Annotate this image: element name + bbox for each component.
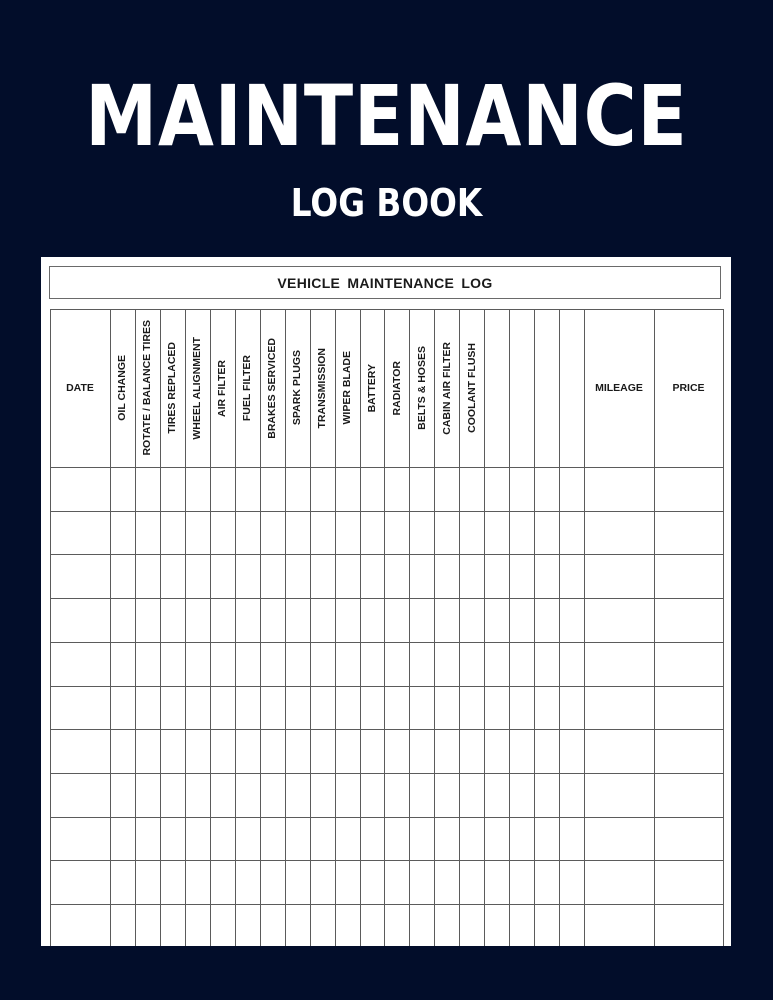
column-header-label: WHEEL ALIGNMENT [191, 336, 204, 440]
log-entry-cell[interactable] [160, 729, 185, 773]
log-entry-cell[interactable] [534, 773, 559, 817]
log-entry-cell[interactable] [50, 686, 110, 730]
log-entry-cell[interactable] [509, 554, 534, 598]
log-entry-cell[interactable] [135, 642, 160, 686]
log-entry-cell[interactable] [235, 642, 260, 686]
column-divider [723, 309, 724, 946]
log-entry-cell[interactable] [335, 686, 360, 730]
log-entry-cell[interactable] [50, 642, 110, 686]
log-entry-cell[interactable] [310, 511, 335, 555]
log-entry-cell[interactable] [384, 686, 409, 730]
log-entry-cell[interactable] [459, 554, 484, 598]
log-entry-cell[interactable] [185, 904, 210, 946]
column-header-service [559, 309, 584, 467]
log-entry-cell[interactable] [285, 729, 310, 773]
log-entry-cell[interactable] [584, 904, 654, 946]
log-entry-cell[interactable] [559, 642, 584, 686]
log-entry-cell[interactable] [584, 511, 654, 555]
log-entry-cell[interactable] [185, 554, 210, 598]
column-header-mileage: MILEAGE [595, 382, 643, 394]
log-entry-cell[interactable] [559, 686, 584, 730]
log-entry-cell[interactable] [335, 817, 360, 861]
log-entry-cell[interactable] [654, 860, 723, 904]
log-entry-cell[interactable] [50, 729, 110, 773]
log-entry-cell[interactable] [384, 860, 409, 904]
log-entry-cell[interactable] [135, 467, 160, 511]
column-header-service [285, 309, 310, 467]
log-entry-cell[interactable] [260, 467, 285, 511]
column-header-label: COOLANT FLUSH [465, 343, 478, 433]
log-entry-cell[interactable] [285, 860, 310, 904]
log-entry-cell[interactable] [509, 860, 534, 904]
log-entry-cell[interactable] [559, 773, 584, 817]
log-entry-cell[interactable] [409, 904, 434, 946]
log-entry-cell[interactable] [384, 642, 409, 686]
log-entry-cell[interactable] [509, 904, 534, 946]
log-entry-cell[interactable] [235, 554, 260, 598]
column-header-label: TRANSMISSION [316, 347, 329, 429]
column-header-label: WIPER BLADE [341, 351, 354, 425]
log-entry-cell[interactable] [335, 511, 360, 555]
log-entry-cell[interactable] [484, 598, 509, 642]
log-entry-cell[interactable] [110, 904, 135, 946]
log-entry-cell[interactable] [110, 598, 135, 642]
log-entry-cell[interactable] [185, 598, 210, 642]
log-entry-cell[interactable] [335, 729, 360, 773]
log-entry-cell[interactable] [534, 598, 559, 642]
log-entry-cell[interactable] [654, 467, 723, 511]
log-entry-cell[interactable] [260, 817, 285, 861]
log-entry-cell[interactable] [310, 554, 335, 598]
log-entry-cell[interactable] [584, 817, 654, 861]
log-entry-cell[interactable] [409, 467, 434, 511]
log-entry-cell[interactable] [434, 904, 459, 946]
log-entry-cell[interactable] [409, 860, 434, 904]
log-entry-cell[interactable] [210, 554, 235, 598]
log-entry-cell[interactable] [260, 686, 285, 730]
log-entry-cell[interactable] [654, 904, 723, 946]
log-entry-cell[interactable] [484, 467, 509, 511]
log-entry-cell[interactable] [135, 860, 160, 904]
log-entry-cell[interactable] [484, 642, 509, 686]
log-entry-cell[interactable] [310, 773, 335, 817]
log-entry-cell[interactable] [160, 642, 185, 686]
log-entry-cell[interactable] [409, 511, 434, 555]
log-entry-cell[interactable] [50, 860, 110, 904]
log-entry-cell[interactable] [185, 729, 210, 773]
log-entry-cell[interactable] [110, 729, 135, 773]
log-entry-cell[interactable] [50, 511, 110, 555]
log-entry-cell[interactable] [509, 642, 534, 686]
log-entry-cell[interactable] [459, 467, 484, 511]
log-entry-cell[interactable] [210, 686, 235, 730]
log-entry-cell[interactable] [484, 686, 509, 730]
column-header-label: FUEL FILTER [241, 354, 254, 422]
log-entry-cell[interactable] [534, 817, 559, 861]
log-entry-cell[interactable] [235, 598, 260, 642]
log-entry-cell[interactable] [584, 598, 654, 642]
log-entry-cell[interactable] [584, 642, 654, 686]
log-entry-cell[interactable] [185, 773, 210, 817]
column-header-service [484, 309, 509, 467]
log-entry-cell[interactable] [584, 554, 654, 598]
log-entry-cell[interactable] [185, 467, 210, 511]
log-entry-cell[interactable] [185, 817, 210, 861]
log-entry-cell[interactable] [384, 511, 409, 555]
log-entry-cell[interactable] [235, 729, 260, 773]
log-entry-cell[interactable] [160, 511, 185, 555]
log-entry-cell[interactable] [534, 860, 559, 904]
log-entry-cell[interactable] [110, 817, 135, 861]
log-entry-cell[interactable] [160, 467, 185, 511]
log-entry-cell[interactable] [160, 817, 185, 861]
log-entry-cell[interactable] [235, 511, 260, 555]
log-entry-cell[interactable] [384, 817, 409, 861]
log-entry-cell[interactable] [654, 642, 723, 686]
log-entry-cell[interactable] [509, 773, 534, 817]
log-entry-cell[interactable] [285, 598, 310, 642]
log-entry-cell[interactable] [484, 729, 509, 773]
log-entry-cell[interactable] [210, 729, 235, 773]
log-entry-cell[interactable] [559, 904, 584, 946]
column-header-service [360, 309, 385, 467]
log-entry-cell[interactable] [260, 511, 285, 555]
column-header-label: OIL CHANGE [116, 355, 129, 421]
log-entry-cell[interactable] [459, 860, 484, 904]
column-header-date: DATE [66, 382, 94, 394]
log-entry-cell[interactable] [210, 598, 235, 642]
log-entry-cell[interactable] [384, 598, 409, 642]
log-entry-cell[interactable] [654, 598, 723, 642]
log-entry-cell[interactable] [185, 511, 210, 555]
log-entry-cell[interactable] [534, 686, 559, 730]
column-header-service [185, 309, 210, 467]
log-entry-cell[interactable] [110, 554, 135, 598]
log-entry-cell[interactable] [384, 554, 409, 598]
log-entry-cell[interactable] [110, 686, 135, 730]
log-entry-cell[interactable] [260, 554, 285, 598]
log-entry-cell[interactable] [434, 817, 459, 861]
log-entry-cell[interactable] [534, 904, 559, 946]
log-entry-cell[interactable] [135, 686, 160, 730]
log-entry-cell[interactable] [210, 642, 235, 686]
log-entry-cell[interactable] [534, 554, 559, 598]
log-entry-cell[interactable] [484, 554, 509, 598]
column-header-label: BELTS & HOSES [415, 346, 428, 430]
log-entry-cell[interactable] [110, 467, 135, 511]
log-entry-cell[interactable] [360, 773, 385, 817]
log-entry-cell[interactable] [285, 817, 310, 861]
column-header-label: TIRES REPLACED [166, 342, 179, 434]
log-entry-cell[interactable] [50, 817, 110, 861]
log-entry-cell[interactable] [310, 598, 335, 642]
log-entry-cell[interactable] [135, 554, 160, 598]
log-entry-cell[interactable] [285, 554, 310, 598]
log-entry-cell[interactable] [235, 860, 260, 904]
column-header-service [110, 309, 135, 467]
log-entry-cell[interactable] [654, 817, 723, 861]
log-entry-cell[interactable] [360, 598, 385, 642]
log-entry-cell[interactable] [434, 467, 459, 511]
log-entry-cell[interactable] [335, 554, 360, 598]
log-entry-cell[interactable] [409, 554, 434, 598]
log-entry-cell[interactable] [559, 817, 584, 861]
log-entry-cell[interactable] [434, 729, 459, 773]
log-entry-cell[interactable] [584, 860, 654, 904]
log-entry-cell[interactable] [135, 511, 160, 555]
log-entry-cell[interactable] [210, 467, 235, 511]
log-entry-cell[interactable] [434, 554, 459, 598]
log-entry-cell[interactable] [335, 467, 360, 511]
log-entry-cell[interactable] [409, 817, 434, 861]
log-entry-cell[interactable] [654, 554, 723, 598]
log-entry-cell[interactable] [509, 598, 534, 642]
log-entry-cell[interactable] [459, 817, 484, 861]
log-entry-cell[interactable] [459, 773, 484, 817]
log-entry-cell[interactable] [210, 817, 235, 861]
log-entry-cell[interactable] [310, 860, 335, 904]
log-entry-cell[interactable] [260, 642, 285, 686]
log-entry-cell[interactable] [160, 598, 185, 642]
column-header-service [534, 309, 559, 467]
log-entry-cell[interactable] [559, 511, 584, 555]
log-entry-cell[interactable] [235, 686, 260, 730]
log-entry-cell[interactable] [509, 511, 534, 555]
log-entry-cell[interactable] [434, 773, 459, 817]
log-entry-cell[interactable] [360, 817, 385, 861]
log-entry-cell[interactable] [360, 904, 385, 946]
log-entry-cell[interactable] [434, 686, 459, 730]
log-entry-cell[interactable] [135, 817, 160, 861]
column-header-label: AIR FILTER [216, 359, 229, 417]
log-entry-cell[interactable] [335, 904, 360, 946]
log-entry-cell[interactable] [360, 467, 385, 511]
log-entry-cell[interactable] [434, 642, 459, 686]
log-entry-cell[interactable] [285, 511, 310, 555]
log-entry-cell[interactable] [459, 729, 484, 773]
log-entry-cell[interactable] [409, 642, 434, 686]
column-header-label: RADIATOR [390, 360, 403, 416]
column-header-service [235, 309, 260, 467]
log-entry-cell[interactable] [160, 904, 185, 946]
log-entry-cell[interactable] [360, 511, 385, 555]
log-entry-cell[interactable] [50, 773, 110, 817]
column-header-service [135, 309, 160, 467]
log-entry-cell[interactable] [509, 686, 534, 730]
log-entry-cell[interactable] [285, 904, 310, 946]
log-entry-cell[interactable] [310, 686, 335, 730]
log-entry-cell[interactable] [335, 773, 360, 817]
log-entry-cell[interactable] [509, 467, 534, 511]
log-entry-cell[interactable] [559, 467, 584, 511]
log-entry-cell[interactable] [310, 904, 335, 946]
log-entry-cell[interactable] [484, 860, 509, 904]
log-entry-cell[interactable] [654, 773, 723, 817]
log-entry-cell[interactable] [459, 598, 484, 642]
log-entry-cell[interactable] [409, 598, 434, 642]
log-entry-cell[interactable] [360, 860, 385, 904]
column-header-label: ROTATE / BALANCE TIRES [141, 320, 154, 456]
log-entry-cell[interactable] [260, 598, 285, 642]
log-entry-cell[interactable] [285, 686, 310, 730]
log-entry-cell[interactable] [654, 511, 723, 555]
log-entry-cell[interactable] [235, 467, 260, 511]
log-entry-cell[interactable] [135, 904, 160, 946]
log-entry-cell[interactable] [484, 904, 509, 946]
log-entry-cell[interactable] [235, 904, 260, 946]
log-entry-cell[interactable] [110, 642, 135, 686]
column-header-service [434, 309, 459, 467]
log-entry-cell[interactable] [285, 642, 310, 686]
log-entry-cell[interactable] [160, 773, 185, 817]
log-entry-cell[interactable] [559, 598, 584, 642]
log-entry-cell[interactable] [310, 467, 335, 511]
log-entry-cell[interactable] [210, 860, 235, 904]
log-entry-cell[interactable] [135, 773, 160, 817]
log-entry-cell[interactable] [484, 817, 509, 861]
log-entry-cell[interactable] [559, 860, 584, 904]
log-entry-cell[interactable] [509, 729, 534, 773]
log-entry-cell[interactable] [235, 773, 260, 817]
cover-subtitle: LOG BOOK [290, 181, 483, 225]
column-header-service [384, 309, 409, 467]
log-entry-cell[interactable] [534, 729, 559, 773]
log-entry-cell[interactable] [310, 729, 335, 773]
log-entry-cell[interactable] [459, 904, 484, 946]
log-entry-cell[interactable] [509, 817, 534, 861]
log-entry-cell[interactable] [210, 773, 235, 817]
log-entry-cell[interactable] [534, 511, 559, 555]
log-entry-cell[interactable] [360, 554, 385, 598]
column-header-label: BATTERY [365, 363, 378, 413]
log-entry-cell[interactable] [50, 598, 110, 642]
log-entry-cell[interactable] [654, 729, 723, 773]
log-entry-cell[interactable] [260, 860, 285, 904]
log-entry-cell[interactable] [160, 554, 185, 598]
log-entry-cell[interactable] [110, 860, 135, 904]
log-entry-cell[interactable] [484, 511, 509, 555]
log-entry-cell[interactable] [459, 511, 484, 555]
column-header-label: BRAKES SERVICED [266, 337, 279, 439]
column-header-service [509, 309, 534, 467]
log-entry-cell[interactable] [50, 904, 110, 946]
log-entry-cell[interactable] [584, 773, 654, 817]
log-panel [41, 257, 731, 946]
log-table [50, 309, 723, 946]
log-entry-cell[interactable] [584, 729, 654, 773]
log-entry-cell[interactable] [185, 642, 210, 686]
column-header-service [210, 309, 235, 467]
log-entry-cell[interactable] [335, 642, 360, 686]
log-entry-cell[interactable] [260, 773, 285, 817]
row-divider [50, 309, 723, 310]
column-header-price: PRICE [672, 382, 705, 394]
column-header-service [409, 309, 434, 467]
log-entry-cell[interactable] [459, 642, 484, 686]
log-entry-cell[interactable] [434, 860, 459, 904]
log-entry-cell[interactable] [360, 686, 385, 730]
log-entry-cell[interactable] [210, 904, 235, 946]
column-header-service [459, 309, 484, 467]
log-entry-cell[interactable] [484, 773, 509, 817]
column-header-service [160, 309, 185, 467]
log-entry-cell[interactable] [285, 773, 310, 817]
log-entry-cell[interactable] [534, 642, 559, 686]
log-entry-cell[interactable] [185, 686, 210, 730]
column-header-service [310, 309, 335, 467]
log-entry-cell[interactable] [654, 686, 723, 730]
log-entry-cell[interactable] [135, 729, 160, 773]
log-entry-cell[interactable] [534, 467, 559, 511]
log-entry-cell[interactable] [559, 729, 584, 773]
log-entry-cell[interactable] [559, 554, 584, 598]
log-entry-cell[interactable] [160, 860, 185, 904]
log-entry-cell[interactable] [384, 467, 409, 511]
log-entry-cell[interactable] [384, 729, 409, 773]
log-entry-cell[interactable] [360, 642, 385, 686]
log-entry-cell[interactable] [110, 511, 135, 555]
log-entry-cell[interactable] [310, 642, 335, 686]
log-entry-cell[interactable] [335, 860, 360, 904]
log-entry-cell[interactable] [335, 598, 360, 642]
column-header-label: SPARK PLUGS [291, 350, 304, 426]
log-entry-cell[interactable] [409, 686, 434, 730]
cover-title: MAINTENANCE [85, 67, 688, 165]
column-header-label: CABIN AIR FILTER [440, 341, 453, 435]
log-title: VEHICLE MAINTENANCE LOG [49, 266, 721, 299]
log-entry-cell[interactable] [584, 467, 654, 511]
log-entry-cell[interactable] [409, 729, 434, 773]
log-entry-cell[interactable] [584, 686, 654, 730]
column-header-service [335, 309, 360, 467]
log-entry-cell[interactable] [310, 817, 335, 861]
log-entry-cell[interactable] [235, 817, 260, 861]
log-entry-cell[interactable] [285, 467, 310, 511]
log-entry-cell[interactable] [360, 729, 385, 773]
log-entry-cell[interactable] [50, 467, 110, 511]
log-entry-cell[interactable] [160, 686, 185, 730]
log-entry-cell[interactable] [434, 511, 459, 555]
log-entry-cell[interactable] [409, 773, 434, 817]
log-entry-cell[interactable] [459, 686, 484, 730]
log-entry-cell[interactable] [434, 598, 459, 642]
log-entry-cell[interactable] [210, 511, 235, 555]
log-entry-cell[interactable] [185, 860, 210, 904]
log-entry-cell[interactable] [384, 773, 409, 817]
log-entry-cell[interactable] [50, 554, 110, 598]
column-header-service [260, 309, 285, 467]
log-entry-cell[interactable] [260, 904, 285, 946]
log-entry-cell[interactable] [135, 598, 160, 642]
log-entry-cell[interactable] [110, 773, 135, 817]
log-entry-cell[interactable] [260, 729, 285, 773]
log-entry-cell[interactable] [384, 904, 409, 946]
